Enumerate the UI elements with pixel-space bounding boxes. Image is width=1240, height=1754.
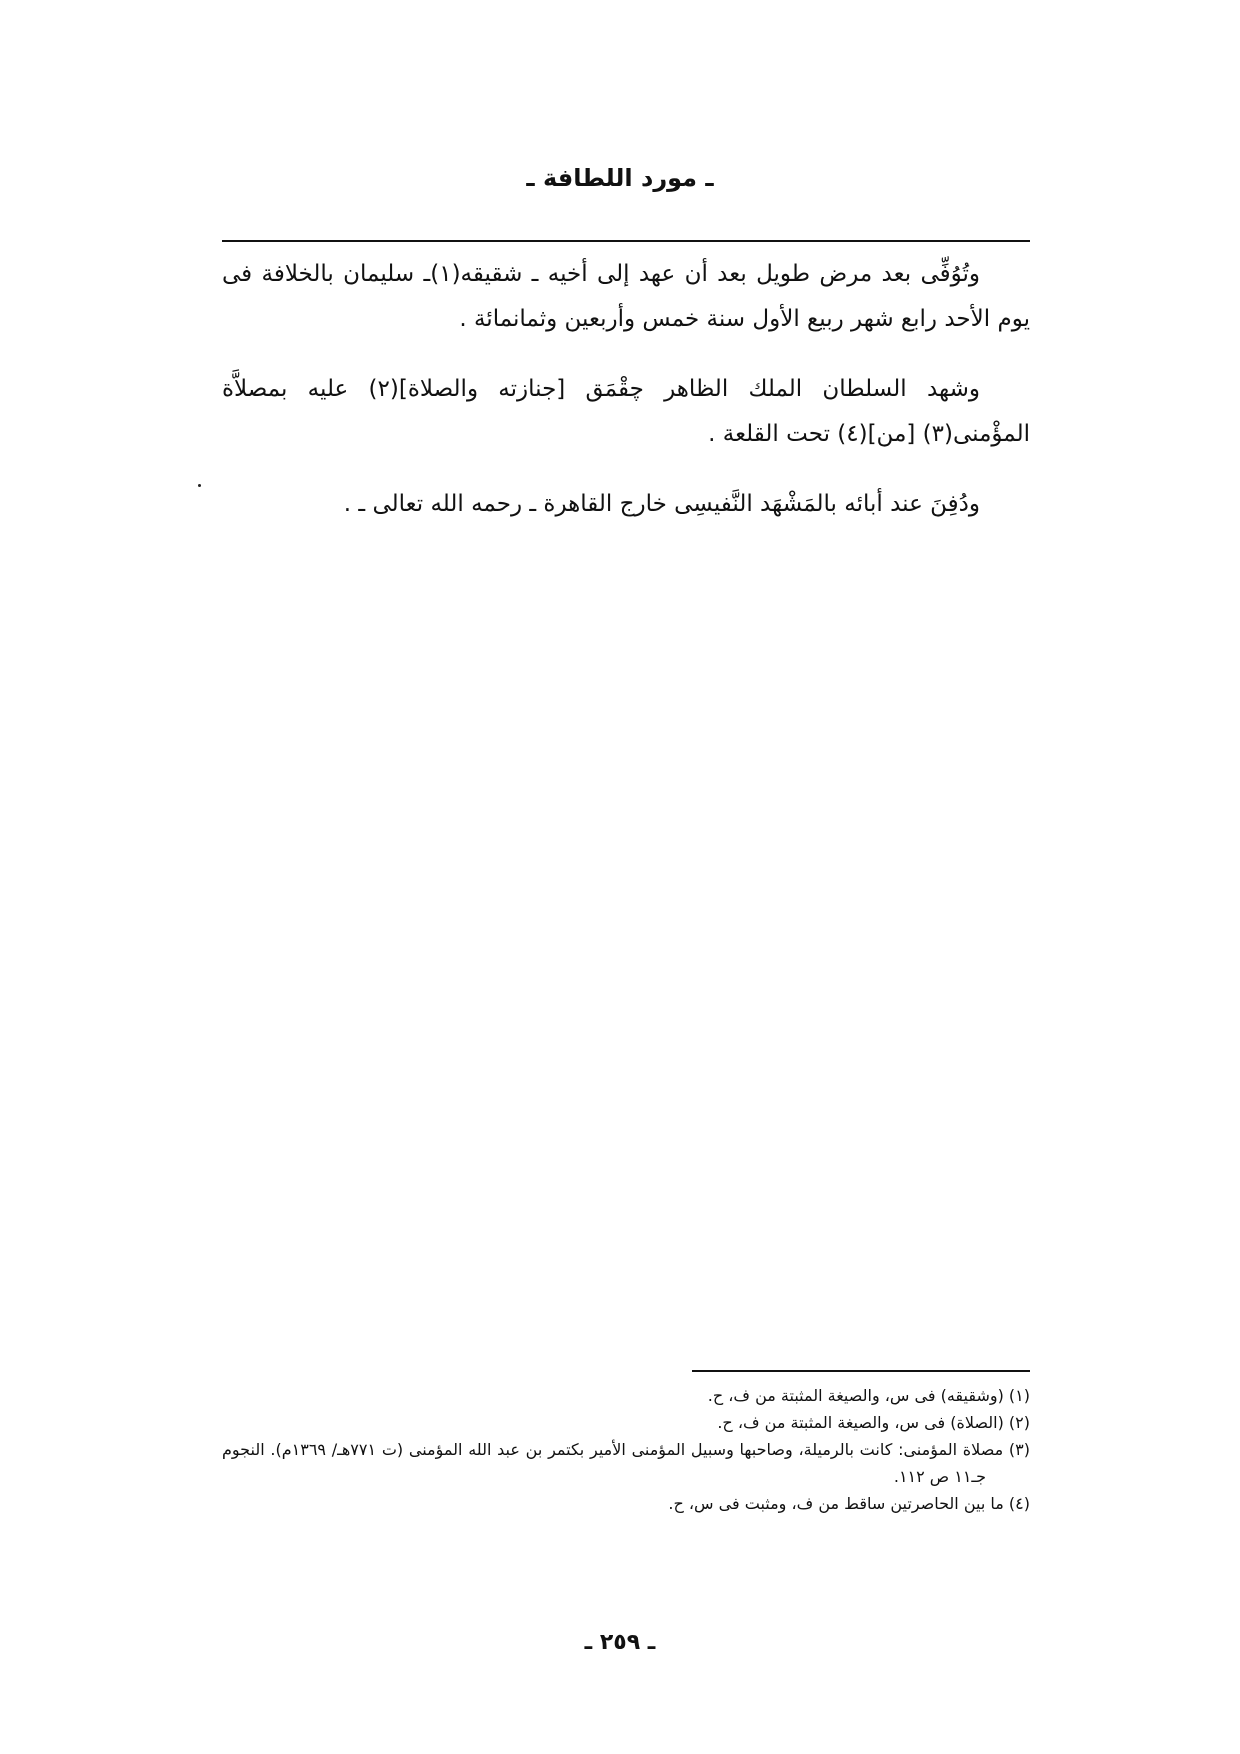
scan-speck — [198, 484, 201, 487]
footnote: (٢) (الصلاة) فى س، والصيغة المثبتة من ف، ح. — [717, 1413, 1030, 1432]
paragraph: ودُفِنَ عند أبائه بالمَشْهَد النَّفيسِى خارج القاهرة ـ رحمه الله تعالى ـ . — [343, 491, 980, 517]
footnote: (٤) ما بين الحاصرتين ساقط من ف، ومثبت فى س، ح. — [668, 1494, 1030, 1513]
footnote-rule — [692, 1370, 1030, 1372]
footnotes — [222, 1382, 1030, 1517]
header-rule — [222, 240, 1030, 242]
footnote: (٣) مصلاة المؤمنى: كانت بالرميلة، وصاحبها وسبيل المؤمنى الأمير بكتمر بن عبد الله المؤمنى (ت ٧٧١هـ/ ١٣٦٩م). النجوم جـ١١ ص ١١٢. — [222, 1440, 1031, 1486]
page-number: ـ ٢٥٩ ـ — [584, 1630, 656, 1655]
running-title: ـ مورد اللطافة ـ — [526, 164, 714, 192]
paragraph: وتُوُفِّى بعد مرض طويل بعد أن عهد إلى أخيه ـ شقيقه(١)ـ سليمان بالخلافة فى يوم الأحد رابع شهر ربيع الأول سنة خمس وأربعين وثمانمائة . — [222, 261, 1030, 332]
paragraph: وشهد السلطان الملك الظاهر چقْمَق [جنازته والصلاة](٢) عليه بمصلاَّة المؤْمنى(٣) [من](٤) تحت القلعة . — [222, 376, 1030, 447]
footnote: (١) (وشقيقه) فى س، والصيغة المثبتة من ف، ح. — [707, 1386, 1030, 1405]
main-text — [222, 252, 1030, 527]
